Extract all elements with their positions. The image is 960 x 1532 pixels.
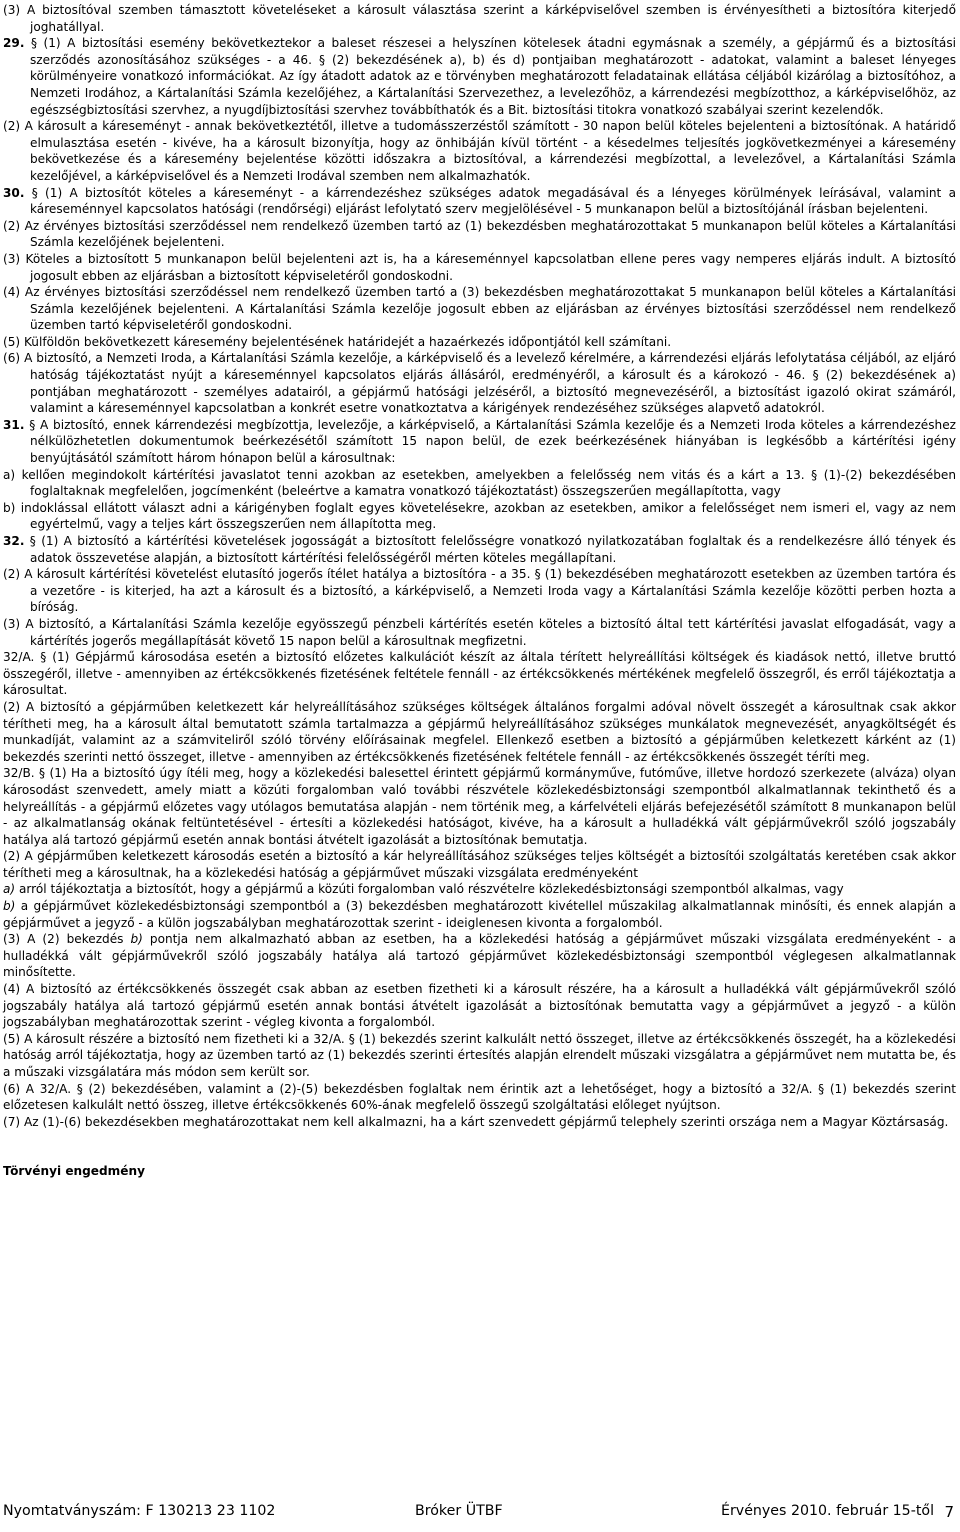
paragraph-text: (6) A 32/A. § (2) bekezdésében, valamint a (2)-(5) bekezdésben foglaltak nem érintik azt a lehetőséget, hogy a biztosító a 32/A. § (1) bekezdés szerint előzetesen kalkulált nettó összeg, illetve értékcsökkenés 60%-ának megfelelő összegű szolgáltatási előleget nyújtson.: [3, 1081, 956, 1113]
paragraph-text: a gépjárművet közlekedésbiztonsági szempontból a (3) bekezdésben meghatározott kivétellel műszakilag alkalmatlannak minősíti, és ennek alapján a gépjárművet a jegyző - a külön jogszabályban meghatározottak szerint - ideiglenesen kivonta a forgalomból.: [3, 899, 956, 930]
paragraph: [3, 2, 956, 35]
paragraph: [3, 1081, 956, 1114]
paragraph-text: (6) A biztosító, a Nemzeti Iroda, a Kártalanítási Számla kezelője, a kárképviselő és a levelező kérelmére, a kárrendezési eljárás lefolytatása céljából, az eljáró hatóság tájékoztatást nyújt a káreseménnyel kapcsolatos eljárás állásáról, eredményéről, a károsult és a károkozó - 46. § (2) bekezdésének a) pontjában meghatározott - személyes adatairól, a gépjármű hatósági jelzéséről, a biztosító megnevezéséről, a biztosítást igazoló okirat számáról, valamint a káreseménnyel kapcsolatban a konkrét esetre vonatkoztatva a kárigények rendezéséhez szükséges alapvető adatokról.: [3, 351, 956, 416]
paragraph-text: (3) A (2) bekezdés: [3, 932, 131, 947]
section-number: 31.: [3, 417, 25, 432]
paragraph: [3, 417, 956, 467]
list-item-paragraph: [3, 500, 956, 533]
list-item-paragraph: [3, 467, 956, 500]
paragraph: [3, 765, 956, 848]
paragraph-text: (2) A károsult kártérítési követelést elutasító jogerős ítélet hatálya a biztosítóra - a 35. § (1) bekezdésében meghatározott esetekben az üzemben tartóra és a vezetőre - is kiterjed, ha azt a károsult és a biztosító, a kárképviselő, a Nemzeti Iroda vagy a Kártalanítási Számla kezelője közötti perben hozta a bíróság.: [3, 567, 956, 615]
paragraph-text: arról tájékoztatja a biztosítót, hogy a gépjármű a közúti forgalomban való részvételre közlekedésbiztonsági szempontból alkalmas, vagy: [15, 882, 844, 897]
section-number: 32.: [3, 534, 25, 548]
footer-valid-from: Érvényes 2010. február 15-től: [721, 1503, 935, 1519]
paragraph-text: (2) A károsult a káreseményt - annak bekövetkeztétől, illetve a tudomásszerzéstől számított - 30 napon belül köteles bejelenteni a biztosítónak. A határidő elmulasztása esetén - kivéve, ha a károsult bizonyítja, hogy az önhibáján kívül történt - a késedelmes teljesítés jogkövetkezményei a káresemény bekövetkezése és a káresemény bejelentése közötti időszakra a biztosítóval, a kárrendezési megbízottal, a levelezővel, a Kártalanítási Számla kezelőjével, a kárképviselővel és a Nemzeti Irodával szemben nem alkalmazhatók.: [3, 119, 956, 183]
paragraph-text: b) indoklással ellátott választ adni a kárigényben foglalt egyes követelésekre, azokban az esetekben, amikor a felelősséget nem ismeri el, vagy az nem egyértelmű, vagy a teljes kárt összegszerűen nem állapította meg.: [3, 500, 956, 532]
paragraph-text: (4) A biztosító az értékcsökkenés összegét csak abban az esetben fizetheti ki a károsult részére, ha a károsult a hulladékká vált gépjárművekről szóló jogszabály hatálya alá tartozó gépjármű esetén annak bontási átvételt igazolását a biztosítónak bemutatta vagy a gépjárművet a jegyző - a külön jogszabályban meghatározottak szerint - végleg kivonta a forgalomból.: [3, 982, 956, 1030]
paragraph-text: (3) Köteles a biztosított 5 munkanapon belül bejelenteni azt is, ha a káreseménnyel kapcsolatban ellene peres vagy nemperes eljárás indult. A biztosító jogosult ebben az eljárásban a biztosított képviseletéről gondoskodni.: [3, 251, 956, 283]
page-footer: [3, 1503, 954, 1525]
paragraph: [3, 1031, 956, 1081]
paragraph: [3, 898, 956, 931]
paragraph: [3, 931, 956, 981]
paragraph: [3, 981, 956, 1031]
footer-company: Bróker ÜTBF: [415, 1503, 503, 1519]
section-number: 30.: [3, 185, 25, 200]
paragraph: [3, 118, 956, 184]
paragraph-text: pontja nem alkalmazható abban az esetben, ha a közlekedési hatóság a gépjárművet műszaki vizsgálata eredményeként - a hulladékká vált gépjárművekről szóló jogszabály hatálya alá tartozó gépjárművet közlekedésbiztonsági szempontból véglegesen alkalmatlannak minősítette.: [3, 932, 956, 980]
paragraph-text: (3) A biztosítóval szemben támasztott követeléseket a károsult választása szerint a kárképviselővel szemben is érvényesítheti a biztosítóra kiterjedő joghatállyal.: [3, 3, 956, 34]
paragraph: [3, 218, 956, 251]
paragraph-text: (2) A biztosító a gépjárműben keletkezett kár helyreállításához szükséges költségek általános forgalmi adóval növelt összegét a károsultnak csak akkor térítheti meg, ha a károsult által bemutatott számla tartalmazza a gépjármű helyreállításához szükséges munkálatok megnevezését, anyagköltségét és munkadíját, valamint az a számviteliről szóló törvény előírásainak megfelel. Ellenkező esetben a biztosító a gépjárműben keletkezett kárként az (1) bekezdés szerinti nettó összeget, illetve - amennyiben az értékcsökkenés fizetésének feltétele fennáll - az értékcsökkenés összegét téríti meg.: [3, 699, 956, 764]
paragraph: [3, 848, 956, 881]
footer-form-number: Nyomtatványszám: F 130213 23 1102: [3, 1503, 276, 1519]
paragraph-text: (2) A gépjárműben keletkezett károsodás esetén a biztosító a kár helyreállításához szükséges teljes költségét a biztosítói szolgáltatás keretében csak akkor térítheti meg a károsultnak, ha a közlekedési hatóság a gépjárművet műszaki vizsgálata eredményeként: [3, 849, 956, 880]
item-letter: b): [130, 932, 143, 947]
paragraph: [3, 533, 956, 566]
item-letter: b): [3, 899, 16, 914]
paragraph-text: (5) A károsult részére a biztosító nem fizetheti ki a 32/A. § (1) bekezdés szerint kalkulált nettó összeget, illetve az értékcsökkenés összegét, ha a közlekedési hatóság arról tájékoztatja, hogy az üzemben tartó az (1) bekezdés szerinti értesítés alapján elrendelt műszaki vizsgálatra a gépjárművet nem mutatta be, és a műszaki vizsgálatára más módon sem került sor.: [3, 1031, 956, 1079]
paragraph: [3, 35, 956, 118]
paragraph: [3, 1114, 956, 1131]
document-body: [3, 2, 956, 1130]
paragraph-text: § (1) A biztosító a kártérítési követelések jogosságát a biztosított felelősségre vonatkozó nyilatkozatában foglaltak és a rendelkezésre álló tények és adatok összevetése alapján, a biztosított kártérítési felelősségéről mérten köteles megállapítani.: [24, 534, 956, 565]
paragraph: [3, 881, 956, 898]
paragraph: [3, 350, 956, 416]
paragraph: [3, 566, 956, 616]
paragraph: [3, 251, 956, 284]
paragraph: [3, 334, 956, 351]
footer-page-number: 7: [944, 1503, 954, 1521]
paragraph-text: (3) A biztosító, a Kártalanítási Számla kezelője egyösszegű pénzbeli kártérítés esetén köteles a biztosító által tett kártérítési javaslat elfogadását, vagy a kártérítés jogerős megállapítását követő 15 napon belül a károsultnak megfizetni.: [3, 616, 956, 648]
paragraph-text: § (1) A biztosítási esemény bekövetkeztekor a baleset részesei a helyszínen kötelesek átadni egymásnak a személy, a gépjármű és a biztosítási szerződés azonosításához szükséges - a 46. § (2) bekezdésének a), b) és d) pontjaiban meghatározott - adatokat, valamint a baleset lényeges körülményeire vonatkozó információkat. Az így átadott adatok az e törvényben meghatározott feladatainak ellátása céljából kizárólag a biztosítóhoz, a Nemzeti Irodához, a Kártalanítási Számla kezelőjéhez, a Kártalanítási Szervezethez, a levelezőhöz, a kárrendezési megbízotthoz, a kárképviselőhöz, az egészségbiztosítási szervhez, a nyugdíjbiztosítási szervhez továbbíthatók és a Bit. biztosítási titokra vonatkozó szabályai szerint kezelendők.: [24, 36, 956, 117]
paragraph-text: (2) Az érvényes biztosítási szerződéssel nem rendelkező üzemben tartó az (1) bekezdésben meghatározottakat 5 munkanapon belül köteles a Kártalanítási Számla kezelőjének bejelenteni.: [3, 218, 956, 250]
section-number: 29.: [3, 36, 25, 51]
paragraph-text: (4) Az érvényes biztosítási szerződéssel nem rendelkező üzemben tartó a (3) bekezdésben meghatározottakat 5 munkanapon belül köteles a Kártalanítási Számla kezelőjének bejelenteni. A Kártalanítási Számla kezelője jogosult ebben az eljárásban az érvényes biztosítási szerződéssel nem rendelkező üzemben tartó képviseletéről gondoskodni.: [3, 285, 956, 333]
section-heading: Törvényi engedmény: [3, 1164, 145, 1179]
paragraph-text: § (1) A biztosítót köteles a káreseményt - a kárrendezéshez szükséges adatok megadásával és a lényeges körülmények leírásával, valamint a káreseménnyel kapcsolatos hatósági (rendőrségi) eljárást lefolytató szerv megjelölésével - 5 munkanapon belül a biztosítójánál írásban bejelenteni.: [24, 185, 956, 217]
paragraph: [3, 649, 956, 699]
paragraph-text: (7) Az (1)-(6) bekezdésekben meghatározottakat nem kell alkalmazni, ha a kárt szenvedett gépjármű telephely szerinti országa nem a Magyar Köztársaság.: [3, 1114, 949, 1129]
paragraph: [3, 284, 956, 334]
paragraph: [3, 616, 956, 649]
paragraph-text: § A biztosító, ennek kárrendezési megbízottja, levelezője, a kárképviselő, a Kártalanítási Számla kezelője és a Nemzeti Iroda köteles a kárrendezéshez nélkülözhetetlen dokumentumok beérkezésétől számított 15 napon belül, de ezek beérkezésének hiányában is legkésőbb a kártérítési igény benyújtásától számított három hónapon belül a károsultnak:: [24, 417, 956, 466]
paragraph: [3, 699, 956, 765]
paragraph-text: 32/B. § (1) Ha a biztosító úgy ítéli meg, hogy a közlekedési balesettel érintett gépjármű kormányműve, futóműve, illetve hordozó szerkezete (alváza) olyan károsodást szenvedett, amely miatt a közúti forgalomban való további részvétele közlekedésbiztonsági szempontból alkalmatlannak tekinthető és a helyreállítás - a gépjármű előzetes vagy utólagos bemutatása alapján - nem történik meg, a kárfelvételi eljárás befejezésétől számított 8 munkanapon belül - az alkalmatlanság okának feltüntetésével - értesíti a közlekedési hatóságot, kivéve, ha a károsult a hulladékká vált gépjárművekről szóló jogszabály hatálya alá tartozó gépjármű esetén annak bontási átvételt igazolását a biztosítónak bemutatja.: [3, 766, 956, 847]
paragraph: [3, 185, 956, 218]
paragraph-text: (5) Külföldön bekövetkezett káresemény bejelentésének határidejét a hazaérkezés időpontjától kell számítani.: [3, 334, 672, 349]
item-letter: a): [3, 882, 16, 897]
paragraph-text: a) kellően megindokolt kártérítési javaslatot tenni azokban az esetekben, amelyekben a felelősség nem vitás és a kárt a 13. § (1)-(2) bekezdésében foglaltaknak megfelelően, jogcímenként (beleértve a kamatra vonatkozó tájékoztatást) összegszerűen megállapította, vagy: [3, 467, 956, 499]
paragraph-text: 32/A. § (1) Gépjármű károsodása esetén a biztosító előzetes kalkulációt készít az általa térített helyreállítási költségek és kiadások nettó, illetve bruttó összegéről, illetve - amennyiben az értékcsökkenés fizetésének feltétele fennáll - az értékcsökkenés mértékének megfelelő összegről, és erről tájékoztatja a károsultat.: [3, 650, 956, 698]
